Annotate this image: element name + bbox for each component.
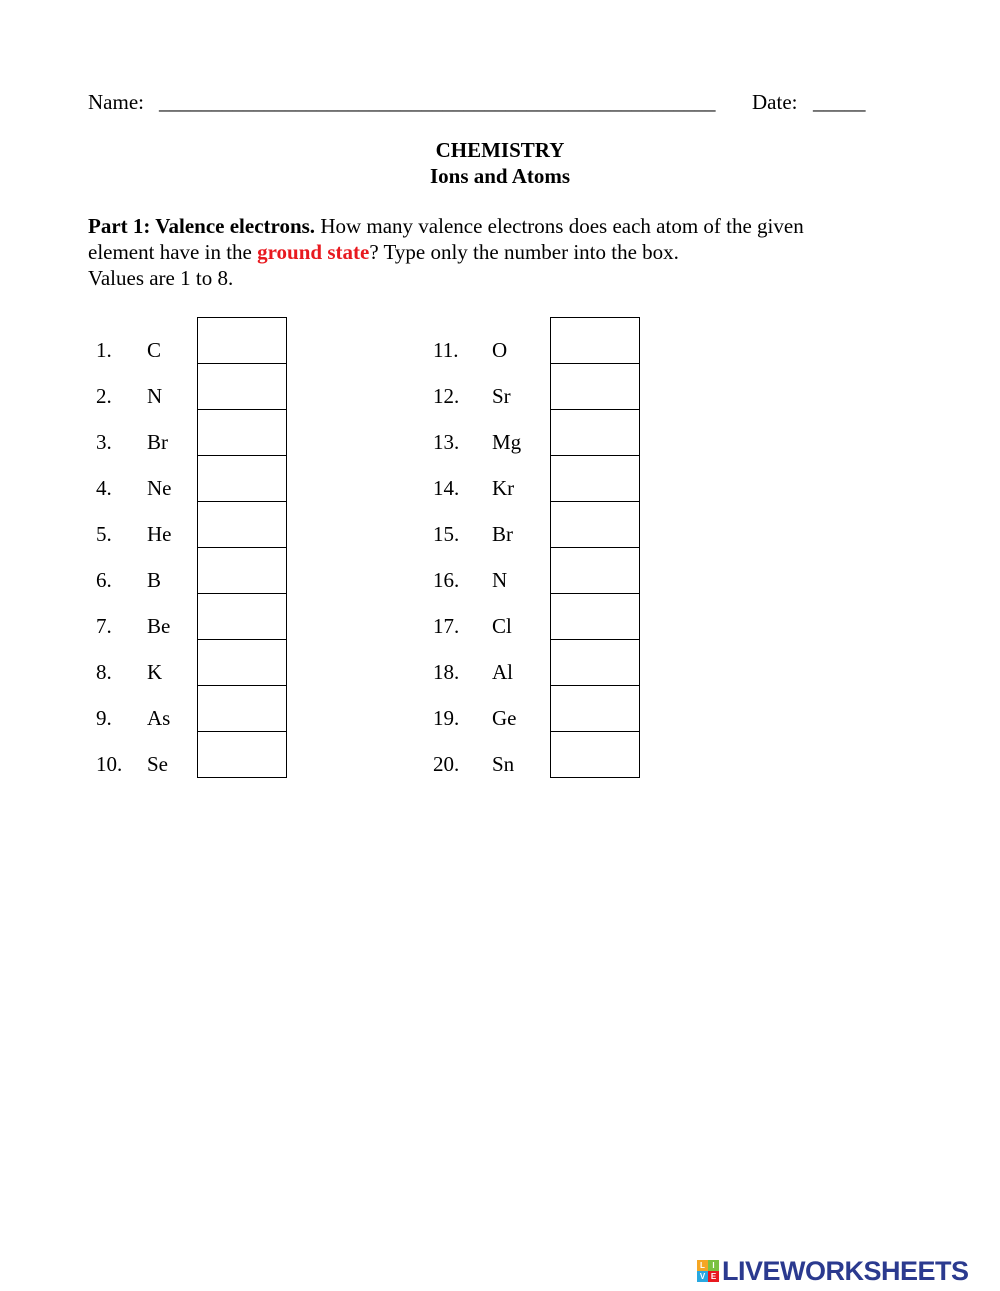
instructions-line-3: Values are 1 to 8.	[88, 266, 234, 290]
instructions-line-1	[88, 213, 804, 239]
question-number: 20.	[433, 752, 460, 776]
name-line: _____________________________________________________	[159, 90, 716, 114]
answer-input[interactable]	[197, 639, 287, 686]
element-symbol: Br	[492, 522, 513, 546]
question-number: 14.	[433, 476, 460, 500]
question-number: 1.	[96, 338, 112, 362]
question-number: 18.	[433, 660, 460, 684]
logo-text: LIVEWORKSHEETS	[722, 1256, 969, 1286]
element-symbol: As	[147, 706, 171, 730]
question-number: 16.	[433, 568, 460, 592]
question-number: 12.	[433, 384, 460, 408]
question-number: 19.	[433, 706, 460, 730]
question-number: 9.	[96, 706, 112, 730]
question-number: 13.	[433, 430, 460, 454]
date-label: Date:	[752, 90, 798, 114]
logo-tile: E	[708, 1271, 719, 1282]
instructions-text-b: element have in the	[88, 240, 258, 264]
answer-input[interactable]	[197, 317, 287, 364]
element-symbol: Se	[147, 752, 168, 776]
element-symbol: B	[147, 568, 162, 592]
answer-input[interactable]	[550, 685, 640, 732]
element-symbol: N	[492, 568, 508, 592]
question-number: 11.	[433, 338, 459, 362]
instructions-text-c: ? Type only the number into the box.	[369, 240, 679, 264]
instructions-text-a: How many valence electrons does each atom of the given	[315, 214, 804, 238]
answer-input[interactable]	[550, 501, 640, 548]
question-number: 3.	[96, 430, 112, 454]
question-number: 5.	[96, 522, 112, 546]
logo-tile: V	[697, 1271, 708, 1282]
name-label: Name:	[88, 90, 144, 114]
answer-input[interactable]	[197, 685, 287, 732]
element-symbol: Ge	[492, 706, 517, 730]
answer-input[interactable]	[197, 501, 287, 548]
instructions-line-2	[88, 239, 679, 265]
page-subtitle: Ions and Atoms	[429, 164, 571, 188]
element-symbol: C	[147, 338, 162, 362]
element-symbol: Be	[147, 614, 171, 638]
element-symbol: Sn	[492, 752, 515, 776]
answer-input[interactable]	[197, 547, 287, 594]
element-symbol: N	[147, 384, 163, 408]
question-number: 2.	[96, 384, 112, 408]
page-title: CHEMISTRY	[435, 138, 565, 162]
answer-input[interactable]	[550, 317, 640, 364]
question-number: 7.	[96, 614, 112, 638]
question-number: 17.	[433, 614, 460, 638]
answer-input[interactable]	[197, 593, 287, 640]
element-symbol: Ne	[147, 476, 172, 500]
answer-input[interactable]	[550, 639, 640, 686]
part-label: Part 1: Valence electrons.	[88, 214, 316, 238]
question-number: 6.	[96, 568, 112, 592]
question-number: 8.	[96, 660, 112, 684]
question-number: 10.	[96, 752, 123, 776]
answer-input[interactable]	[197, 731, 287, 778]
element-symbol: Br	[147, 430, 168, 454]
element-symbol: K	[147, 660, 163, 684]
answer-input[interactable]	[550, 731, 640, 778]
ground-state-highlight: ground state	[257, 240, 370, 264]
answer-input[interactable]	[550, 593, 640, 640]
logo-tile: L	[697, 1260, 708, 1271]
answer-input[interactable]	[197, 409, 287, 456]
liveworksheets-logo	[697, 1257, 969, 1285]
logo-tile: I	[708, 1260, 719, 1271]
answer-input[interactable]	[550, 547, 640, 594]
element-symbol: Cl	[492, 614, 512, 638]
answer-input[interactable]	[197, 455, 287, 502]
answer-input[interactable]	[550, 455, 640, 502]
element-symbol: Mg	[492, 430, 522, 454]
date-line: _____	[813, 90, 866, 114]
question-number: 15.	[433, 522, 460, 546]
question-number: 4.	[96, 476, 112, 500]
element-symbol: Al	[492, 660, 513, 684]
answer-input[interactable]	[197, 363, 287, 410]
answer-input[interactable]	[550, 409, 640, 456]
element-symbol: Kr	[492, 476, 515, 500]
answer-input[interactable]	[550, 363, 640, 410]
element-symbol: O	[492, 338, 508, 362]
element-symbol: Sr	[492, 384, 511, 408]
logo-icon	[697, 1260, 719, 1282]
element-symbol: He	[147, 522, 172, 546]
